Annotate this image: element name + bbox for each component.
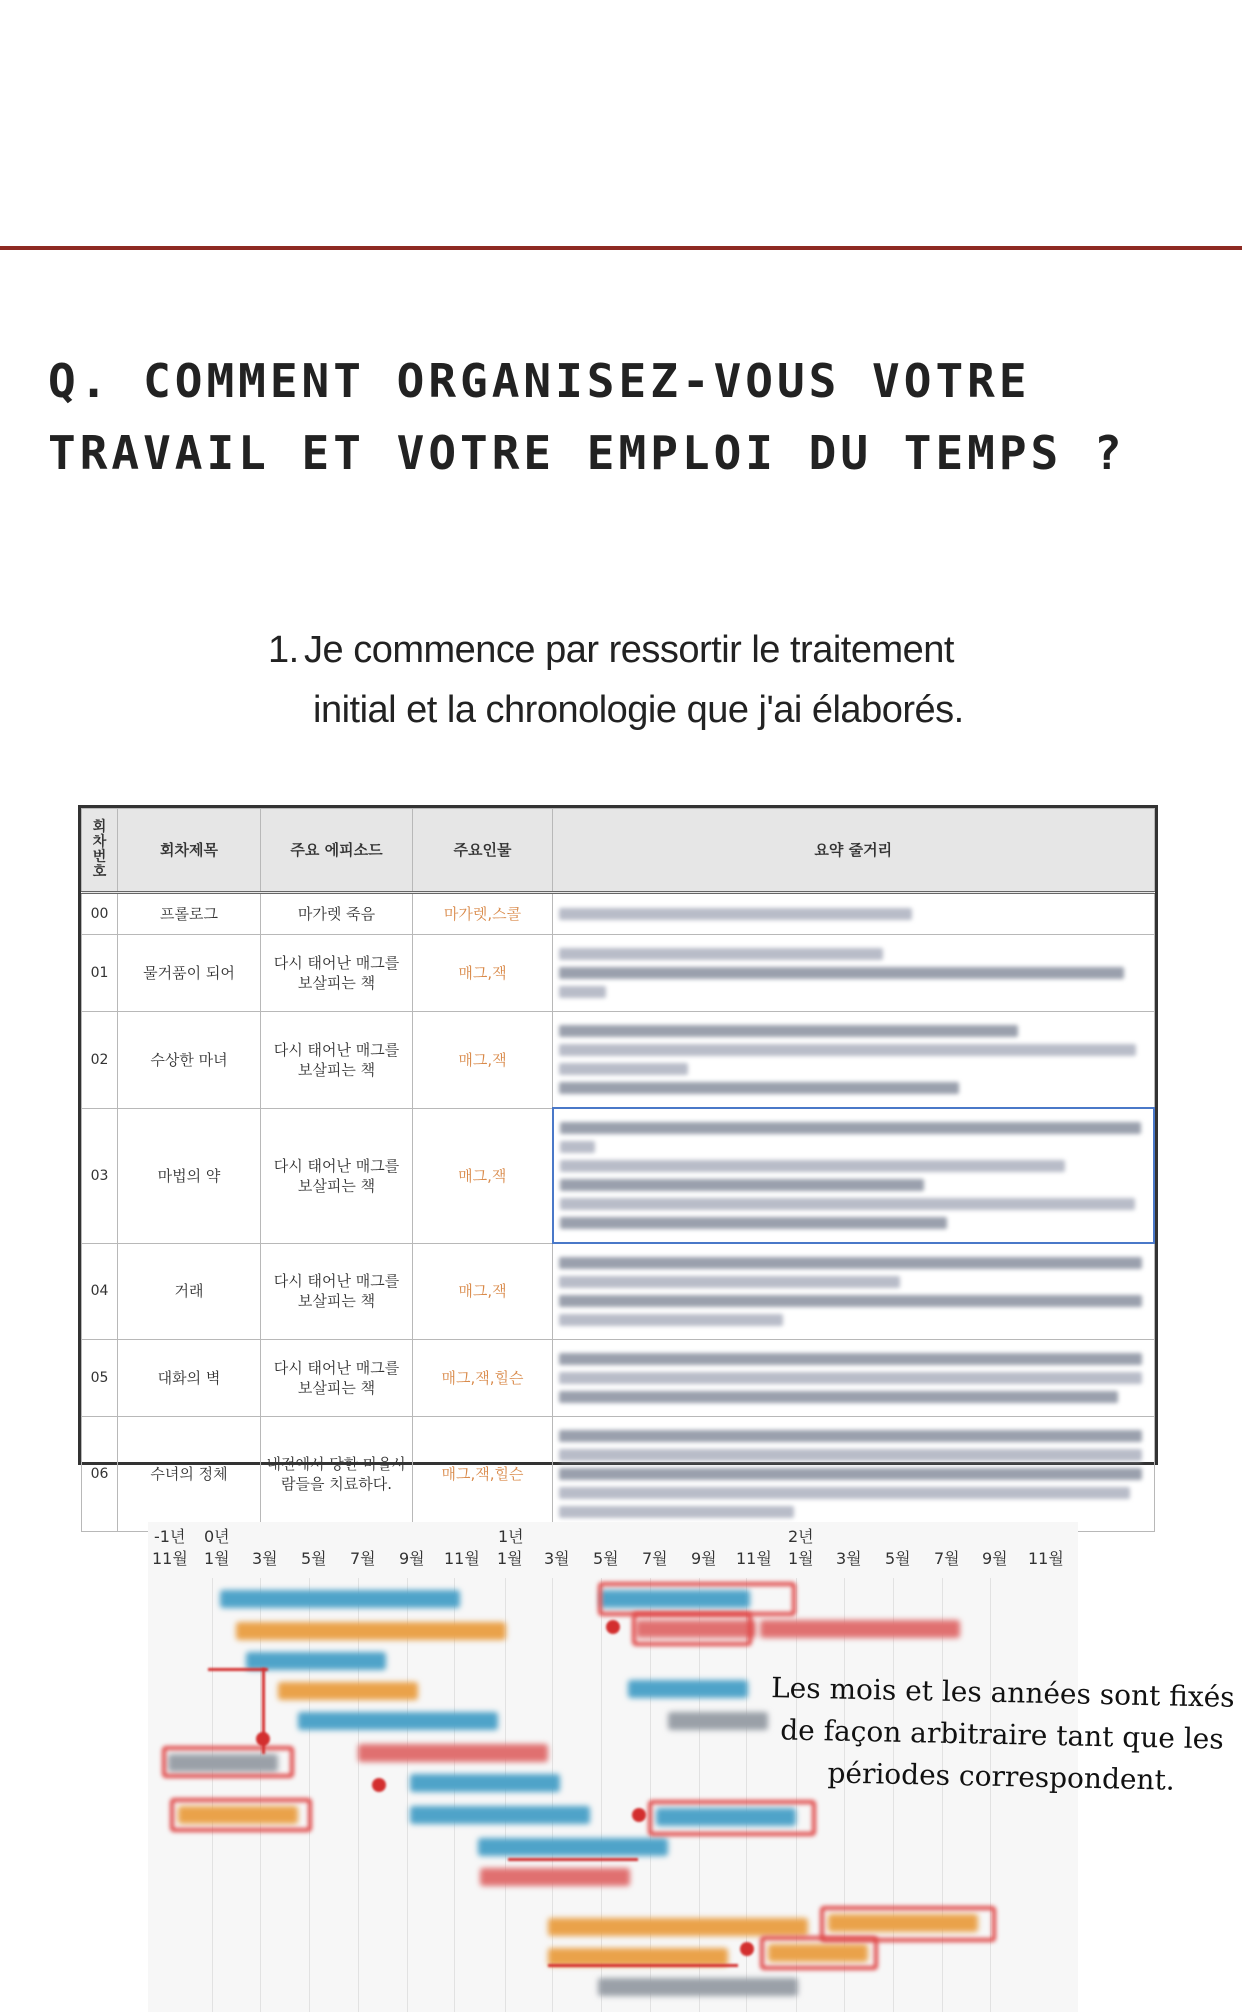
timeline-month: 9월 (399, 1549, 425, 1568)
timeline-event (628, 1680, 748, 1698)
episode-title: 거래 (118, 1243, 261, 1340)
episode-number: 06 (82, 1417, 118, 1532)
table-row (82, 1012, 1155, 1109)
episode-title: 물거품이 되어 (118, 935, 261, 1012)
timeline-marker (740, 1942, 754, 1956)
episode-characters: 마가렛,스콜 (413, 893, 553, 935)
timeline-month: 3월 (836, 1549, 862, 1568)
timeline-month: 5월 (885, 1549, 911, 1568)
episode-characters: 매그,잭 (413, 935, 553, 1012)
note-line-2: de façon arbitraire tant que les (779, 1713, 1225, 1756)
table-row (82, 893, 1155, 935)
episode-characters: 매그,잭,힐슨 (413, 1340, 553, 1417)
episode-main: 다시 태어난 매그를 보살피는 책 (261, 935, 413, 1012)
episode-number: 04 (82, 1243, 118, 1340)
episode-main: 마가렛 죽음 (261, 893, 413, 935)
episode-title: 수상한 마녀 (118, 1012, 261, 1109)
episode-title: 프롤로그 (118, 893, 261, 935)
timeline-marker (256, 1732, 270, 1746)
timeline-event (220, 1590, 460, 1608)
timeline-month: 11월 (152, 1549, 188, 1568)
timeline-month: 5월 (301, 1549, 327, 1568)
timeline-month: 1월 (497, 1549, 523, 1568)
episode-main: 다시 태어난 매그를 보살피는 책 (261, 1243, 413, 1340)
episode-main: 다시 태어난 매그를 보살피는 책 (261, 1012, 413, 1109)
episode-characters: 매그,잭 (413, 1012, 553, 1109)
table-row (82, 1340, 1155, 1417)
timeline-year: -1년 (154, 1527, 186, 1546)
timeline-month: 7월 (934, 1549, 960, 1568)
episode-number: 01 (82, 935, 118, 1012)
timeline-highlight (648, 1800, 816, 1836)
timeline-highlight (598, 1582, 796, 1616)
timeline-month: 9월 (691, 1549, 717, 1568)
timeline-note (761, 1667, 1242, 1803)
header-episode-number: 회 차 번 호 (82, 809, 118, 893)
divider-rule (0, 246, 1242, 250)
summary-blurred (553, 1012, 1155, 1109)
timeline-event (298, 1712, 498, 1730)
episode-main: 다시 태어난 매그를 보살피는 책 (261, 1108, 413, 1243)
table-row (82, 1108, 1155, 1243)
timeline-event (548, 1918, 808, 1936)
summary-blurred (553, 893, 1155, 935)
table-row (82, 1243, 1155, 1340)
summary-blurred (553, 1108, 1155, 1243)
step-number: 1. (268, 629, 299, 671)
timeline-month: 9월 (982, 1549, 1008, 1568)
timeline-month: 1월 (204, 1549, 230, 1568)
episode-characters: 매그,잭 (413, 1108, 553, 1243)
header-main-characters: 주요인물 (413, 809, 553, 893)
timeline-highlight (170, 1798, 312, 1832)
timeline-month: 3월 (544, 1549, 570, 1568)
episode-main: 다시 태어난 매그를 보살피는 책 (261, 1340, 413, 1417)
header-summary: 요약 줄거리 (553, 809, 1155, 893)
timeline-year: 0년 (204, 1527, 230, 1546)
question-line-2: TRAVAIL ET VOTRE EMPLOI DU TEMPS ? (48, 426, 1126, 480)
timeline-event (410, 1806, 590, 1824)
timeline-event (358, 1744, 548, 1762)
timeline-highlight (760, 1936, 878, 1970)
timeline-event (668, 1712, 768, 1730)
timeline-marker (606, 1620, 620, 1634)
timeline-marker (372, 1778, 386, 1792)
timeline-month: 3월 (252, 1549, 278, 1568)
episode-title: 수녀의 정체 (118, 1417, 261, 1532)
step-line-1: Je commence par ressortir le traitement (304, 629, 954, 671)
timeline-event (410, 1774, 560, 1792)
timeline-month: 11월 (444, 1549, 480, 1568)
episode-number: 03 (82, 1108, 118, 1243)
episode-characters: 매그,잭 (413, 1243, 553, 1340)
summary-blurred (553, 1243, 1155, 1340)
timeline-month: 7월 (642, 1549, 668, 1568)
timeline-event (236, 1622, 506, 1640)
timeline-header (148, 1522, 1078, 1578)
timeline-month: 5월 (593, 1549, 619, 1568)
header-main-episode: 주요 에피소드 (261, 809, 413, 893)
table-row (82, 935, 1155, 1012)
timeline-month: 11월 (1028, 1549, 1064, 1568)
episode-number: 00 (82, 893, 118, 935)
timeline-event (598, 1978, 798, 1996)
episode-characters: 매그,잭,힐슨 (413, 1417, 553, 1532)
timeline-event (278, 1682, 418, 1700)
timeline-year: 2년 (788, 1527, 814, 1546)
timeline-marker (632, 1808, 646, 1822)
timeline-highlight (632, 1612, 752, 1646)
episode-title: 대화의 벽 (118, 1340, 261, 1417)
timeline-month: 11월 (736, 1549, 772, 1568)
summary-blurred (553, 1417, 1155, 1532)
summary-blurred (553, 935, 1155, 1012)
question-line-1: Q. COMMENT ORGANISEZ-VOUS VOTRE (48, 354, 1031, 408)
note-line-1: Les mois et les années sont fixés (770, 1671, 1235, 1714)
header-episode-title: 회차제목 (118, 809, 261, 893)
question-heading (48, 345, 1198, 489)
step-line-2: initial et la chronologie que j'ai élaborés. (313, 689, 964, 731)
note-line-3: périodes correspondent. (827, 1756, 1176, 1797)
episode-number: 02 (82, 1012, 118, 1109)
timeline-event (760, 1620, 960, 1638)
summary-blurred (553, 1340, 1155, 1417)
timeline-event (478, 1838, 668, 1856)
episode-main: 내전에서 당한 마을사람들을 치료하다. (261, 1417, 413, 1532)
timeline-month: 7월 (350, 1549, 376, 1568)
timeline-year: 1년 (498, 1527, 524, 1546)
step-caption (268, 620, 1028, 740)
timeline-highlight (162, 1746, 294, 1778)
episode-number: 05 (82, 1340, 118, 1417)
table-row (82, 1417, 1155, 1532)
episode-title: 마법의 약 (118, 1108, 261, 1243)
timeline-event (480, 1868, 630, 1886)
timeline-month: 1월 (788, 1549, 814, 1568)
episode-table (78, 805, 1158, 1493)
